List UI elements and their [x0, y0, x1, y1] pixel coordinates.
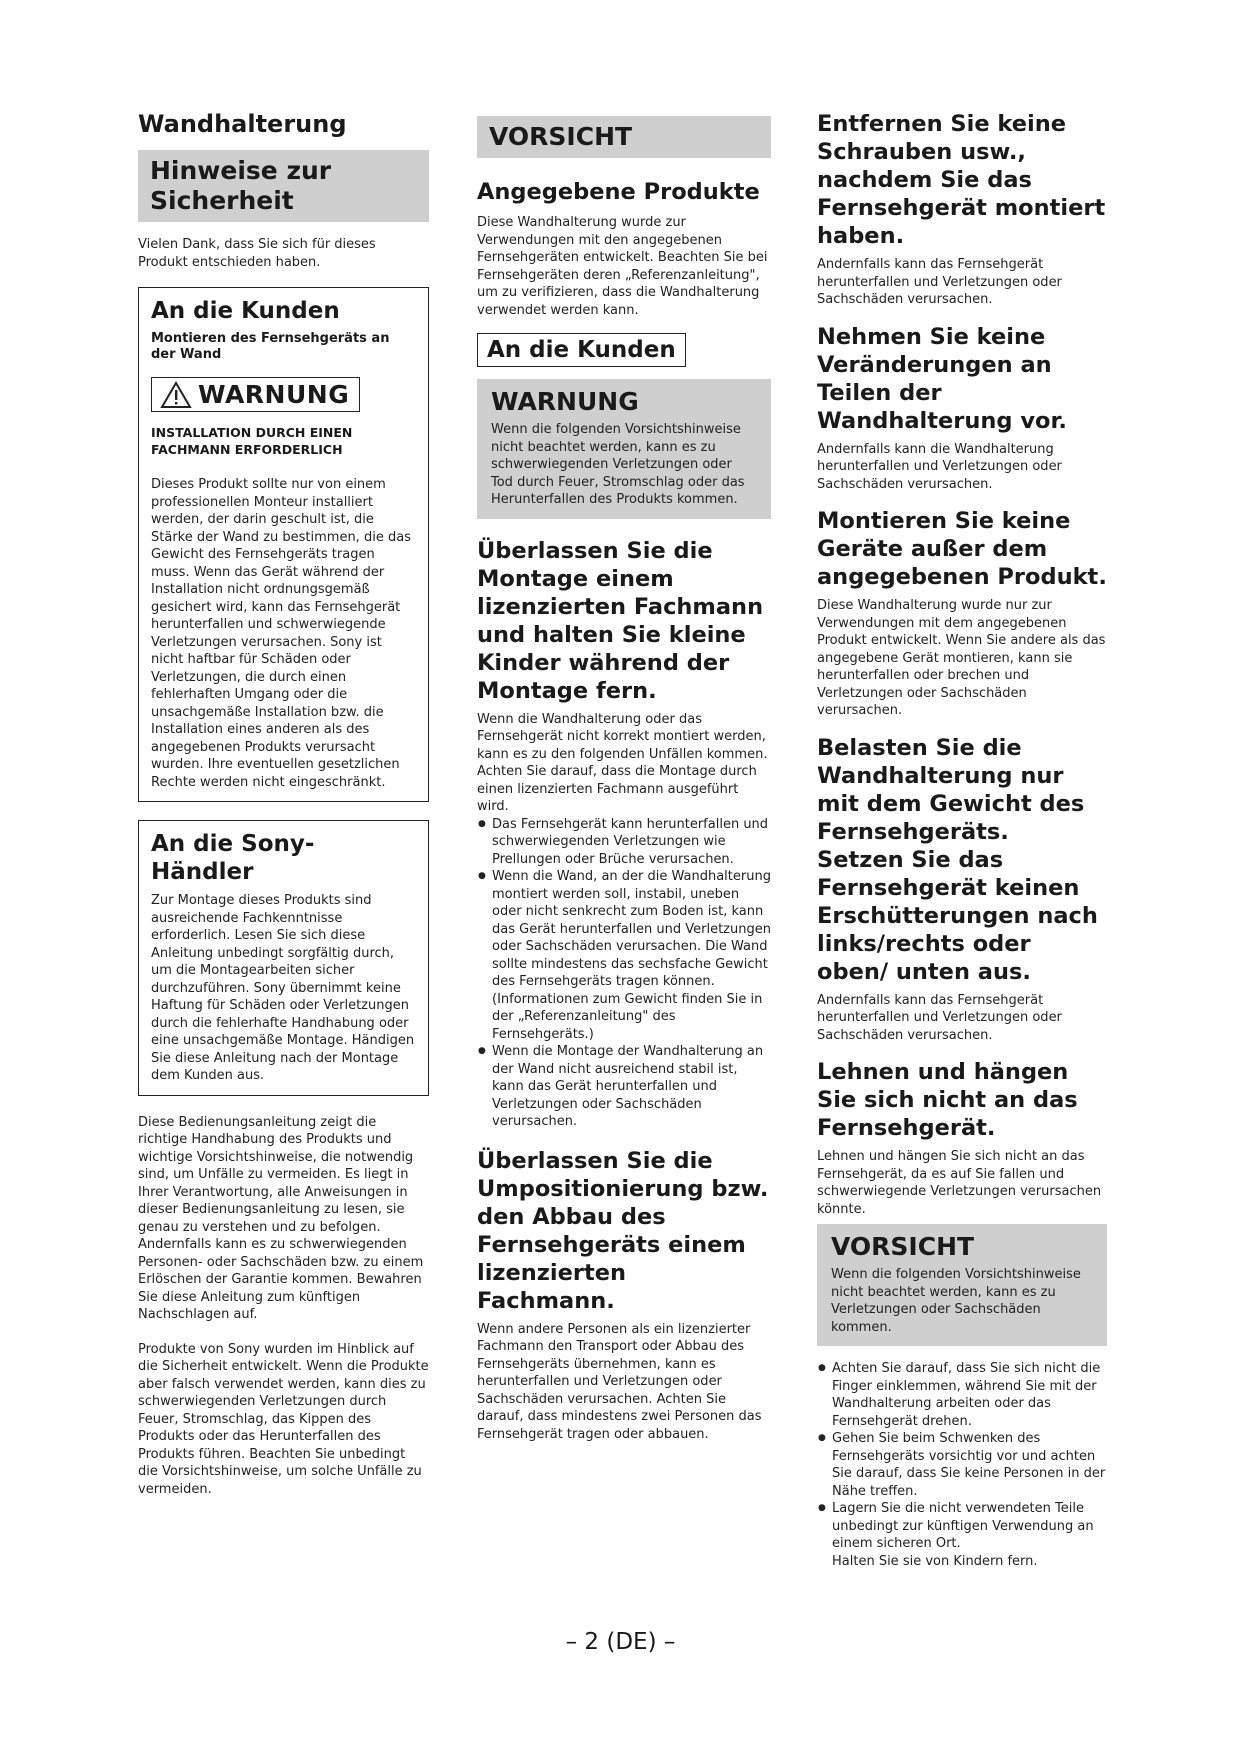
dealers-box: [138, 820, 429, 1096]
customers-heading: An die Kunden: [151, 298, 340, 324]
vorsicht-heading-panel: [477, 116, 771, 158]
list-item: ● Achten Sie darauf, dass Sie sich nicht die Finger einklemmen, während Sie mit der Wandhalterung arbeiten oder das Fernsehgerät drehen.: [832, 1360, 1107, 1430]
manual-paragraph: Diese Bedienungsanleitung zeigt die richtige Handhabung des Produkts und wichtige Vorsichtshinweise, die notwendig sind, um Unfälle zu vermeiden. Es liegt in Ihrer Verantwortung, alle Anweisungen in dieser Bedienungsanleitung zu lesen, sie genau zu verstehen und zu befolgen. Andernfalls kann es zu schwerwiegenden Personen- oder Sachschäden bzw. zu einem Erlöschen der Garantie kommen. Bewahren Sie diese Anleitung zum künftigen Nachschlagen auf.: [138, 1114, 424, 1322]
weight-body: Andernfalls kann das Fernsehgerät herunterfallen und Verletzungen oder Sachschäden verursachen.: [817, 992, 1062, 1043]
products-body: Diese Wandhalterung wurde zur Verwendungen mit den angegebenen Fernsehgeräten entwickelt. Beachten Sie bei Fernsehgeräten deren „Referenzanleitung", um zu verifizieren, dass die Wandhalterung verwendet werden kann.: [477, 215, 768, 318]
page-title: Wandhalterung: [138, 110, 347, 138]
column-1: [138, 110, 429, 1498]
list-item: ● Lagern Sie die nicht verwendeten Teile unbedingt zur künftigen Verwendung an einem sicheren Ort.: [832, 1500, 1107, 1553]
screws-body: Andernfalls kann das Fernsehgerät herunterfallen und Verletzungen oder Sachschäden verursachen.: [817, 257, 1062, 307]
safety-heading: Hinweise zur Sicherheit: [150, 156, 332, 215]
warnung-body: Wenn die folgenden Vorsichtshinweise nicht beachtet werden, kann es zu schwerwiegenden Verletzungen oder Tod durch Feuer, Stromschlag oder das Herunterfallen des Produkts kommen.: [491, 422, 745, 507]
list-item: ● Gehen Sie beim Schwenken des Fernsehgeräts vorsichtig vor und achten Sie darauf, dass Sie keine Personen in der Nähe treffen.: [832, 1430, 1107, 1500]
safety-heading-panel: [138, 150, 429, 222]
warning-triangle-icon: [160, 381, 192, 409]
children-note: Halten Sie sie von Kindern fern.: [832, 1553, 1038, 1569]
umpositionierung-heading: Überlassen Sie die Umpositionierung bzw. den Abbau des Fernsehgeräts einem lizenzierten Fachmann.: [477, 1147, 769, 1314]
installation-note: INSTALLATION DURCH EINEN FACHMANN ERFORDERLICH: [151, 425, 353, 457]
vibration-heading: Setzen Sie das Fernsehgerät keinen Erschütterungen nach links/rechts oder oben/ unten aus.: [817, 846, 1098, 985]
list-item: ● Wenn die Montage der Wandhalterung an der Wand nicht ausreichend stabil ist, kann das Gerät herunterfallen und Verletzungen oder Sachschäden verursachen.: [492, 1043, 771, 1131]
devices-heading: Montieren Sie keine Geräte außer dem angegebenen Produkt.: [817, 508, 1107, 590]
lean-body: Lehnen und hängen Sie sich nicht an das Fernsehgerät, da es auf Sie fallen und schwerwiegende Verletzungen verursachen könnte.: [817, 1149, 1102, 1217]
screws-heading: Entfernen Sie keine Schrauben usw., nachdem Sie das Fernsehgerät montiert haben.: [817, 111, 1106, 249]
dealers-heading: An die Sony-Händler: [151, 831, 315, 885]
customers-body: Dieses Produkt sollte nur von einem professionellen Monteur installiert werden, der darin geschult ist, die Stärke der Wand zu bestimmen, die das Gewicht des Fernsehgeräts tragen muss. Wenn das Gerät während der Installation nicht ordnungsgemäß gesichert wird, kann das Fernsehgerät herunterfallen und schwerwiegende Verletzungen verursachen. Sony ist nicht haftbar für Schäden oder Verletzungen, die durch einen fehlerhaften Umgang oder die unsachgemäße Installation bzw. die Installation eines anderen als des angegebenen Produkts verursacht wurden. Ihre eventuellen gesetzlichen Rechte werden nicht eingeschränkt.: [151, 477, 411, 790]
vorsicht-heading: VORSICHT: [489, 122, 633, 151]
customers-box: [138, 287, 429, 802]
warning-label-text: WARNUNG: [198, 380, 350, 409]
montage-heading: Überlassen Sie die Montage einem lizenzierten Fachmann und halten Sie kleine Kinder während der Montage fern.: [477, 537, 764, 704]
modify-heading: Nehmen Sie keine Veränderungen an Teilen der Wandhalterung vor.: [817, 323, 1067, 434]
vorsicht-bullets: [817, 1360, 1107, 1553]
dealers-body: Zur Montage dieses Produkts sind ausreichende Fachkenntnisse erforderlich. Lesen Sie sich diese Anleitung unbedingt sorgfältig durch, um die Montagearbeiten sicher durchzuführen. Sony übernimmt keine Haftung für Schäden oder Verletzungen durch die fehlerhafte Handhabung oder eine unsachgemäße Montage. Händigen Sie diese Anleitung nach der Montage dem Kunden aus.: [151, 893, 415, 1083]
montage-bullets: [477, 816, 771, 1131]
list-item: ● Wenn die Wand, an der die Wandhalterung montiert werden soll, instabil, uneben oder nicht senkrecht zum Boden ist, kann das Gerät herunterfallen und Verletzungen oder Sachschäden verursachen. Die Wand sollte mindestens das sechsfache Gewicht des Fernsehgeräts tragen können. (Informationen zum Gewicht finden Sie in der „Referenzanleitung" des Fernsehgeräts.): [492, 868, 771, 1043]
vorsicht-title: VORSICHT: [831, 1232, 975, 1261]
devices-body: Diese Wandhalterung wurde nur zur Verwendungen mit dem angegebenen Produkt entwickelt. Wenn Sie andere als das angegebene Gerät montieren, kann sie herunterfallen oder brechen und Verletzungen oder Sachschäden verursachen.: [817, 598, 1106, 718]
modify-body: Andernfalls kann die Wandhalterung herunterfallen und Verletzungen oder Sachschäden verursachen.: [817, 441, 1062, 492]
weight-heading: Belasten Sie die Wandhalterung nur mit dem Gewicht des Fernsehgeräts.: [817, 734, 1085, 845]
page-number: – 2 (DE) –: [565, 1629, 676, 1655]
products-heading: Angegebene Produkte: [477, 179, 760, 205]
safety-paragraph: Produkte von Sony wurden im Hinblick auf die Sicherheit entwickelt. Wenn die Produkte aber falsch verwendet werden, kann dies zu schwerwiegenden Verletzungen durch Feuer, Stromschlag, das Kippen des Produkts oder das Herunterfallen des Produkts führen. Beachten Sie unbedingt die Vorsichtshinweise, um solche Unfälle zu vermeiden.: [138, 1341, 429, 1497]
warnung-title: WARNUNG: [491, 387, 639, 416]
column-3: [817, 110, 1107, 1570]
column-2: [477, 116, 771, 1443]
warnung-panel: [477, 379, 771, 519]
lean-heading: Lehnen und hängen Sie sich nicht an das Fernsehgerät.: [817, 1059, 1078, 1141]
customers-label: An die Kunden: [477, 333, 686, 367]
montage-body: Wenn die Wandhalterung oder das Fernsehgerät nicht korrekt montiert werden, kann es zu den folgenden Unfällen kommen. Achten Sie darauf, dass die Montage durch einen lizenzierten Fachmann ausgeführt wird.: [477, 711, 768, 814]
vorsicht-body: Wenn die folgenden Vorsichtshinweise nicht beachtet werden, kann es zu Verletzungen oder Sachschäden kommen.: [831, 1267, 1081, 1335]
vorsicht-panel: [817, 1224, 1107, 1346]
warning-label: [151, 377, 360, 412]
customers-subheading: Montieren des Fernsehgeräts an der Wand: [151, 331, 390, 362]
umpositionierung-body: Wenn andere Personen als ein lizenzierter Fachmann den Transport oder Abbau des Fernsehgeräts übernehmen, kann es herunterfallen und Verletzungen oder Sachschäden verursachen. Achten Sie darauf, dass mindestens zwei Personen das Fernsehgerät tragen oder abbauen.: [477, 1321, 762, 1442]
thanks-text: Vielen Dank, dass Sie sich für dieses Produkt entschieden haben.: [138, 237, 376, 270]
list-item: ● Das Fernsehgerät kann herunterfallen und schwerwiegenden Verletzungen wie Prellungen oder Brüche verursachen.: [492, 816, 771, 869]
